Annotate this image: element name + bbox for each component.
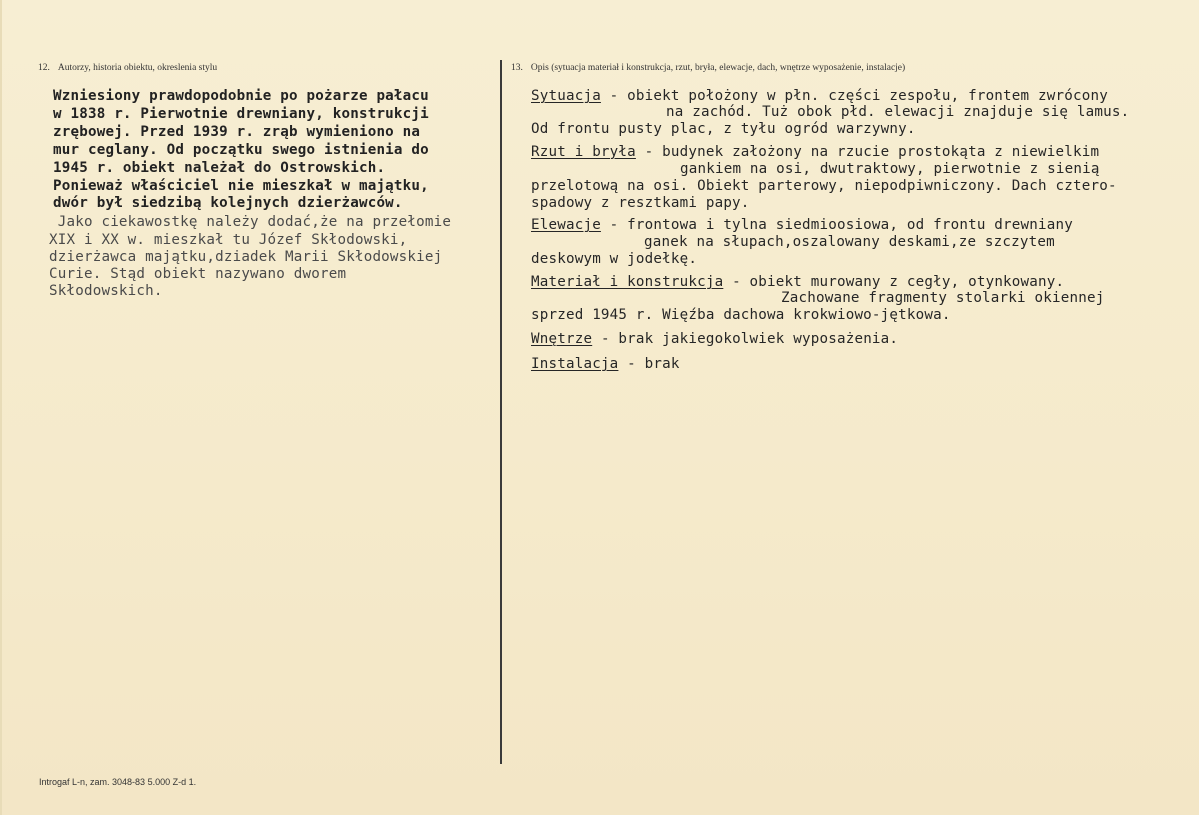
printer-imprint: Introgaf L-n, zam. 3048-83 5.000 Z-d 1. xyxy=(39,777,197,787)
material-line: Zachowane fragmenty stolarki okiennej xyxy=(781,290,1105,306)
history-line: Ponieważ właściciel nie mieszkał w majątku, xyxy=(53,178,429,194)
material-line xyxy=(531,274,1064,290)
wnetrze-line xyxy=(531,331,898,347)
history-line: w 1838 r. Pierwotnie drewniany, konstrukcji xyxy=(53,106,429,122)
instalacja-line xyxy=(531,356,680,372)
sytuacja-line xyxy=(531,88,1108,104)
wnetrze-label: Wnętrze xyxy=(531,331,593,347)
section-12-title: Autorzy, historia obiektu, okreslenia stylu xyxy=(57,63,218,73)
note-line: Jako ciekawostkę należy dodać,że na przełomie xyxy=(49,214,452,230)
section-13-header xyxy=(511,63,905,73)
column-divider xyxy=(500,60,502,764)
instalacja-label: Instalacja xyxy=(531,356,619,372)
rzut-line: spadowy z resztkami papy. xyxy=(531,195,750,211)
note-line: XIX i XX w. mieszkał tu Józef Skłodowski, xyxy=(49,232,408,248)
note-line: dzierżawca majątku,dziadek Marii Skłodowskiej xyxy=(49,249,443,265)
history-line: mur ceglany. Od początku swego istnienia do xyxy=(53,142,429,158)
elewacje-line: ganek na słupach,oszalowany deskami,ze szczytem xyxy=(644,234,1055,250)
history-line: dwór był siedzibą kolejnych dzierżawców. xyxy=(53,195,403,211)
note-line: Curie. Stąd obiekt nazywano dworem xyxy=(49,266,347,282)
rzut-text: - budynek założony na rzucie prostokąta z niewielkim xyxy=(635,144,1100,160)
elewacje-text: - frontowa i tylna siedmioosiowa, od frontu drewniany xyxy=(600,217,1073,233)
sytuacja-line: na zachód. Tuż obok płd. elewacji znajduje się lamus. xyxy=(666,104,1130,120)
section-13-number: 13. xyxy=(511,63,523,73)
elewacje-line xyxy=(531,217,1073,233)
instalacja-text: - brak xyxy=(618,356,680,372)
elewacje-label: Elewacje xyxy=(531,217,601,233)
rzut-label: Rzut i bryła xyxy=(531,144,636,160)
sytuacja-label: Sytuacja xyxy=(531,88,601,104)
elewacje-line: deskowym w jodełkę. xyxy=(531,251,698,267)
material-text: - obiekt murowany z cegły, otynkowany. xyxy=(723,274,1065,290)
rzut-line: przelotową na osi. Obiekt parterowy, niepodpiwniczony. Dach cztero- xyxy=(531,178,1117,194)
material-line: sprzed 1945 r. Więźba dachowa krokwiowo-jętkowa. xyxy=(531,307,951,323)
sytuacja-text: - obiekt położony w płn. części zespołu, frontem zwrócony xyxy=(600,88,1108,104)
history-line: Wzniesiony prawdopodobnie po pożarze pałacu xyxy=(53,88,429,104)
section-13-title: Opis (sytuacja materiał i konstrukcja, rzut, bryła, elewacje, dach, wnętrze wyposażenie, instalacje) xyxy=(530,63,906,73)
section-12-header xyxy=(38,63,217,73)
section-12-number: 12. xyxy=(38,63,50,73)
sytuacja-line: Od frontu pusty plac, z tyłu ogród warzywny. xyxy=(531,121,916,137)
rzut-line xyxy=(531,144,1099,160)
rzut-line: gankiem na osi, dwutraktowy, pierwotnie z sienią xyxy=(680,161,1100,177)
note-line: Skłodowskich. xyxy=(49,283,163,299)
wnetrze-text: - brak jakiegokolwiek wyposażenia. xyxy=(592,331,899,347)
material-label: Materiał i konstrukcja xyxy=(531,274,724,290)
history-line: 1945 r. obiekt należał do Ostrowskich. xyxy=(53,160,386,176)
history-line: zrębowej. Przed 1939 r. zrąb wymieniono na xyxy=(53,124,421,140)
